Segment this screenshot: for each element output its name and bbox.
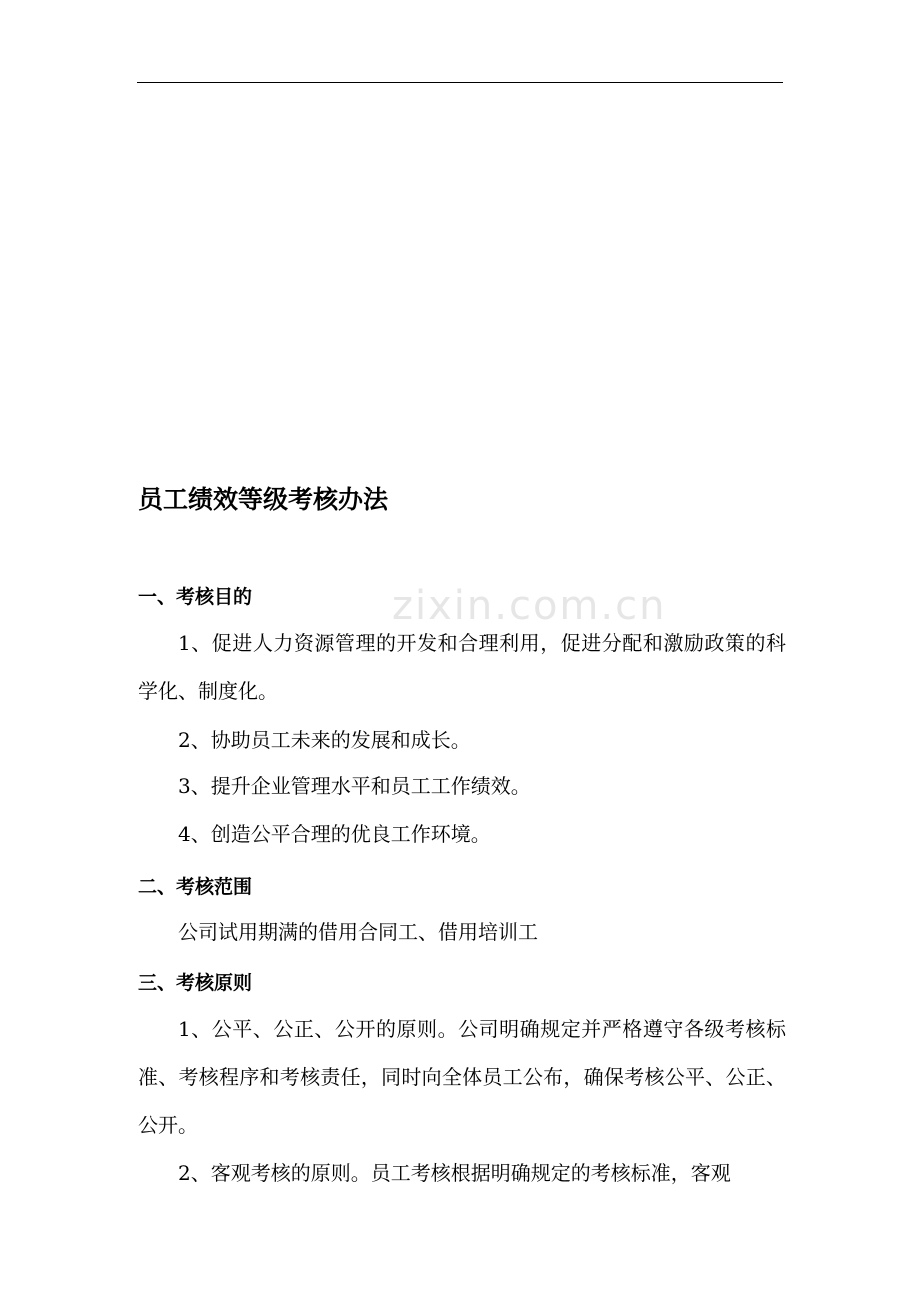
paragraph-scope-1: 公司试用期满的借用合同工、借用培训工 <box>178 920 538 944</box>
section-heading-principles: 三、考核原则 <box>138 972 253 994</box>
paragraph-purpose-4: 4、创造公平合理的优良工作环境。 <box>178 822 491 846</box>
document-title: 员工绩效等级考核办法 <box>138 485 389 514</box>
section-heading-purpose: 一、考核目的 <box>138 586 253 608</box>
header-rule <box>137 82 783 83</box>
paragraph-principles-1: 1、公平、公正、公开的原则。公司明确规定并严格遵守各级考核标准、考核程序和考核责任，同时向全体员工公布，确保考核公平、公正、公开。 <box>138 1017 786 1137</box>
paragraph-purpose-2: 2、协助员工未来的发展和成长。 <box>178 728 471 752</box>
paragraph-purpose-3: 3、提升企业管理水平和员工工作绩效。 <box>178 774 531 798</box>
watermark: zixin.com.cn <box>392 583 667 629</box>
section-heading-scope: 二、考核范围 <box>138 876 253 898</box>
paragraph-principles-2: 2、客观考核的原则。员工考核根据明确规定的考核标准，客观 <box>178 1161 731 1185</box>
paragraph-purpose-1: 1、促进人力资源管理的开发和合理利用，促进分配和激励政策的科学化、制度化。 <box>138 631 786 703</box>
